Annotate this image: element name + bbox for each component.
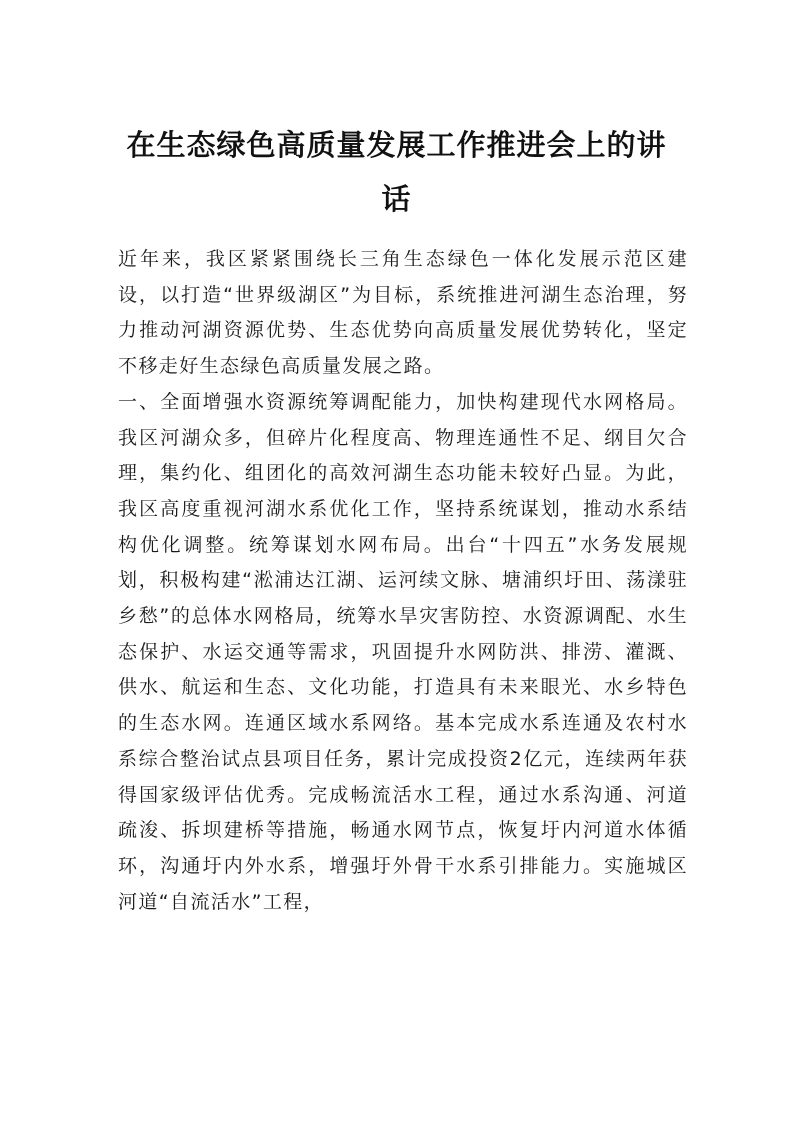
intro-paragraph: 近年来，我区紧紧围绕长三角生态绿色一体化发展示范区建设，以打造“世界级湖区”为目标，系统推进河湖生态治理，努力推动河湖资源优势、生态优势向高质量发展优势转化，坚定不移走好生态绿色高质量发展之路。: [118, 248, 688, 378]
document-title: [100, 118, 693, 226]
section-one-paragraph: 一、全面增强水资源统筹调配能力，加快构建现代水网格局。我区河湖众多，但碎片化程度高、物理连通性不足、纲目欠合理，集约化、组团化的高效河湖生态功能未较好凸显。为此，我区高度重视河湖水系优化工作，坚持系统谋划，推动水系结构优化调整。统筹谋划水网布局。出台“十四五”水务发展规划，积极构建“淞浦达江湖、运河续文脉、塘浦织圩田、荡漾驻乡愁”的总体水网格局，统筹水旱灾害防控、水资源调配、水生态保护、水运交通等需求，巩固提升水网防洪、排涝、灌溉、供水、航运和生态、文化功能，打造具有未来眼光、水乡特色的生态水网。连通区域水系网络。基本完成水系连通及农村水系综合整治试点县项目任务，累计完成投资2亿元，连续两年获得国家级评估优秀。完成畅流活水工程，通过水系沟通、河道疏浚、拆坝建桥等措施，畅通水网节点，恢复圩内河道水体循环，沟通圩内外水系，增强圩外骨干水系引排能力。实施城区河道“自流活水”工程，: [118, 390, 688, 913]
title-line-2: 话: [381, 182, 412, 216]
title-line-1: 在生态绿色高质量发展工作推进会上的讲: [126, 128, 667, 162]
document-body: [118, 242, 688, 920]
